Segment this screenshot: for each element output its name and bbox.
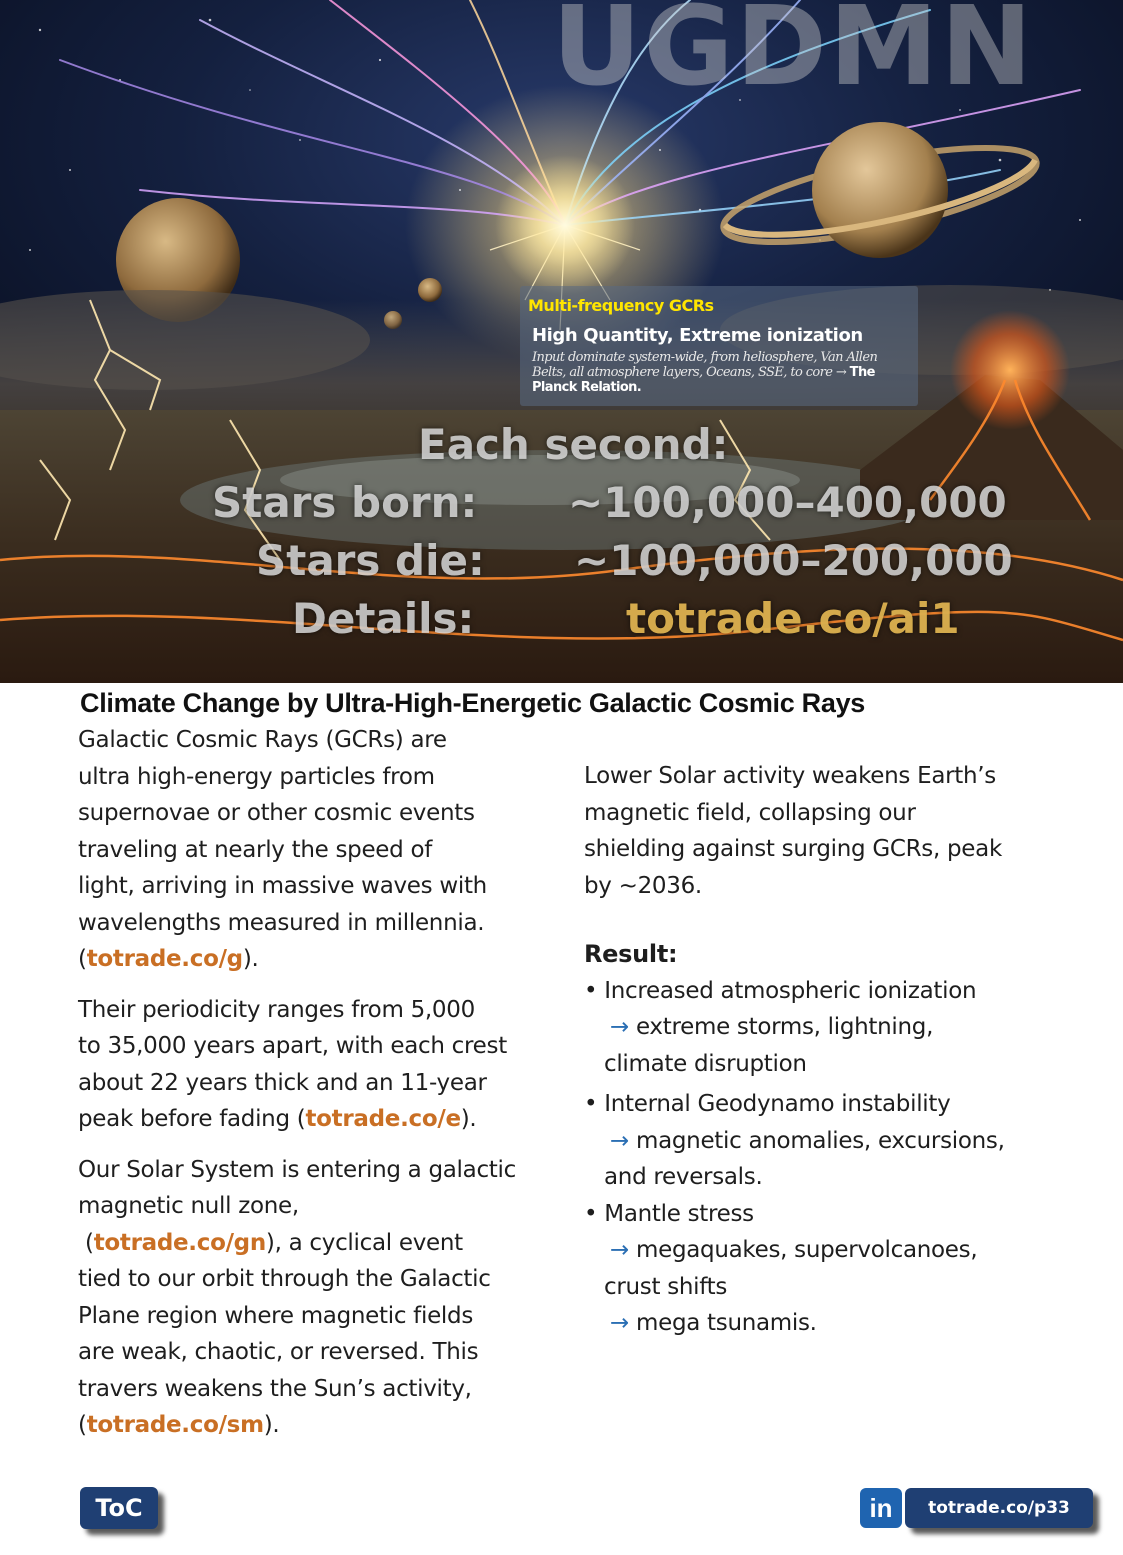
text-line: Their periodicity ranges from 5,000 — [78, 996, 475, 1023]
text-line: shielding against surging GCRs, peak — [584, 836, 1002, 862]
result-subitem-text: climate disruption — [604, 1050, 807, 1077]
text-line: about 22 years thick and an 11-year — [78, 1069, 487, 1096]
text-line: by ~2036. — [584, 872, 702, 899]
result-subitem-text: mega tsunamis. — [635, 1310, 817, 1336]
text-line: Our Solar System is entering a galactic — [78, 1156, 516, 1183]
result-item-ionization: • Increased atmospheric ionization — [584, 977, 977, 1004]
hero-artwork — [0, 0, 1123, 683]
text-line: magnetic field, collapsing our — [584, 799, 916, 826]
left-column — [78, 722, 568, 1444]
text-line: tied to our orbit through the Galactic — [78, 1266, 491, 1292]
result-subitem — [584, 1305, 1054, 1342]
result-subitem — [584, 1123, 1054, 1160]
gcr-info-title: Multi-frequency GCRs — [528, 296, 714, 315]
paragraph-null-zone — [78, 1152, 568, 1444]
gcr-info-body-bold: The Planck Relation. — [532, 365, 875, 395]
page-link-button[interactable]: totrade.co/p33 — [905, 1488, 1093, 1528]
stats-heading: Each second: — [418, 420, 729, 469]
text-line: to 35,000 years apart, with each crest — [78, 1033, 507, 1059]
text-line: Galactic Cosmic Rays (GCRs) are — [78, 727, 447, 753]
arrow-right-icon: → — [610, 1127, 636, 1154]
right-column — [584, 758, 1054, 1342]
text-line: supernovae or other cosmic events — [78, 800, 475, 826]
arrow-right-icon: → — [610, 1310, 636, 1336]
text-line: Plane region where magnetic fields — [78, 1302, 473, 1329]
paragraph-gcr-intro — [78, 722, 568, 978]
details-label: Details: — [292, 594, 475, 643]
text-fragment: ), a cyclical event — [265, 1229, 463, 1256]
stars-die-label: Stars die: — [256, 536, 485, 585]
result-subitem-text: magnetic anomalies, excursions, — [635, 1127, 1005, 1154]
result-item-mantle: • Mantle stress — [584, 1200, 754, 1227]
stars-born-value: ~100,000–400,000 — [568, 478, 1007, 527]
result-subitem-text: megaquakes, supervolcanoes, — [635, 1237, 978, 1263]
text-fragment: ). — [263, 1412, 280, 1438]
text-line: traveling at nearly the speed of — [78, 836, 433, 863]
arrow-right-icon: → — [610, 1014, 636, 1040]
paragraph-periodicity — [78, 992, 568, 1138]
text-fragment: ). — [242, 946, 259, 972]
link-totrade-e[interactable]: totrade.co/e — [305, 1106, 461, 1132]
linkedin-icon[interactable]: in — [860, 1488, 902, 1528]
ringed-planet — [716, 122, 1043, 262]
article-headline: Climate Change by Ultra-High-Energetic Galactic Cosmic Rays — [80, 688, 866, 718]
text-fragment: ). — [460, 1106, 477, 1132]
result-subitem-text: and reversals. — [604, 1164, 763, 1190]
link-totrade-g[interactable]: totrade.co/g — [86, 946, 243, 972]
brand-watermark: UGDMN — [552, 0, 1035, 110]
stars-die-value: ~100,000–200,000 — [574, 536, 1013, 585]
result-list — [584, 973, 1054, 1342]
paragraph-solar-activity — [584, 758, 1054, 904]
result-subitem — [584, 1232, 1054, 1269]
gcr-info-subtitle: High Quantity, Extreme ionization — [532, 325, 863, 346]
details-link[interactable]: totrade.co/ai1 — [626, 594, 960, 643]
result-subitem — [584, 1009, 1054, 1046]
arrow-right-icon: → — [610, 1237, 636, 1263]
text-line: wavelengths measured in millennia. — [78, 909, 485, 936]
link-totrade-sm[interactable]: totrade.co/sm — [86, 1412, 264, 1438]
stars-born-label: Stars born: — [212, 478, 478, 527]
text-line: travers weakens the Sun’s activity, — [78, 1375, 472, 1402]
text-line: Lower Solar activity weakens Earth’s — [584, 763, 996, 789]
result-subitem-text: crust shifts — [604, 1273, 728, 1300]
text-fragment: ( — [78, 946, 87, 972]
text-fragment: ( — [78, 1229, 94, 1256]
text-fragment: ( — [78, 1412, 87, 1438]
text-line: are weak, chaotic, or reversed. This — [78, 1339, 479, 1365]
result-heading: Result: — [584, 940, 678, 968]
text-line: ultra high-energy particles from — [78, 763, 435, 790]
result-item-geodynamo: • Internal Geodynamo instability — [584, 1091, 951, 1117]
link-totrade-gn[interactable]: totrade.co/gn — [93, 1229, 266, 1256]
text-fragment: peak before fading ( — [78, 1106, 306, 1132]
toc-button[interactable]: ToC — [80, 1487, 158, 1529]
text-line: light, arriving in massive waves with — [78, 873, 487, 899]
gcr-info-body-text: Input dominate system-wide, from heliosphere, Van Allen Belts, all atmosphere layers, Oceans, SSE, to core → — [532, 350, 878, 380]
result-subitem-text: extreme storms, lightning, — [635, 1014, 934, 1040]
gcr-info-body — [532, 350, 912, 395]
text-line: magnetic null zone, — [78, 1193, 299, 1219]
